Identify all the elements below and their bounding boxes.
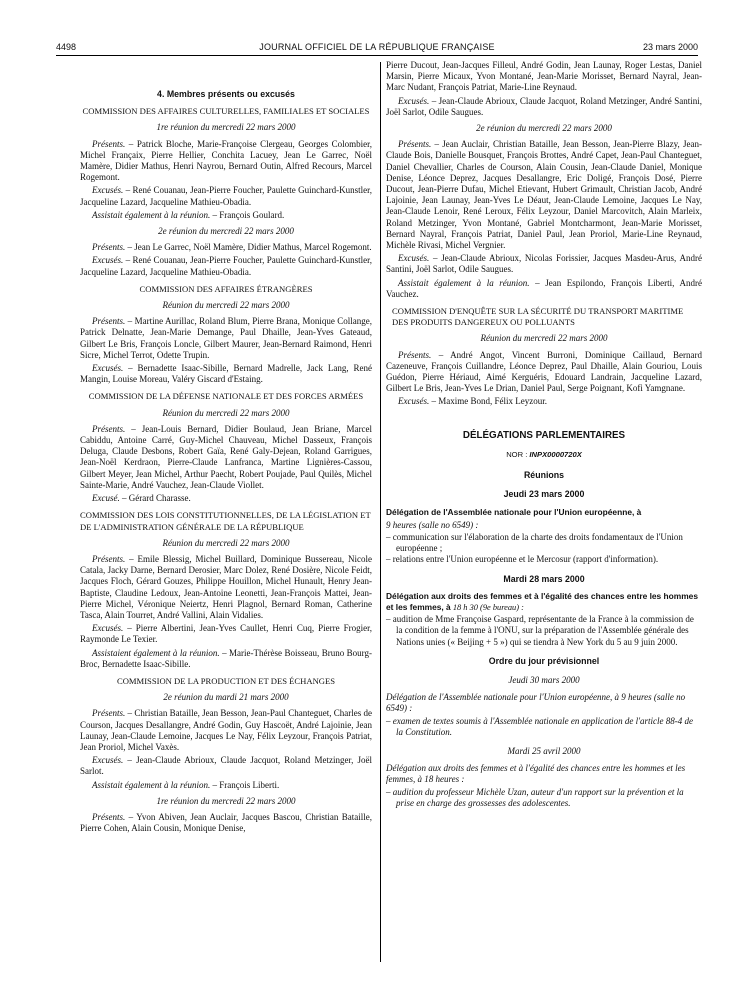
agenda-item: – audition du professeur Michèle Uzan, auteur d'un rapport sur la prévention et la prise en charge des grossesses des adolescentes. [386, 787, 702, 809]
day-heading: Mardi 25 avril 2000 [507, 745, 581, 756]
excused-paragraph: Excusés. – Pierre Albertini, Jean-Yves Caullet, Henri Cuq, Pierre Frogier, Raymonde Le Texier. [80, 623, 372, 645]
attended-paragraph: Assistait également à la réunion. – François Liberti. [92, 779, 280, 790]
session-title: Réunion du mercredi 22 mars 2000 [162, 300, 290, 311]
session-title: 2e réunion du mercredi 22 mars 2000 [476, 123, 612, 134]
day-heading: Jeudi 30 mars 2000 [508, 674, 580, 685]
section-title: 4. Membres présents ou excusés [157, 89, 295, 99]
agenda-item: – audition de Mme Françoise Gaspard, représentante de la France à la commission de la condition de la femme à l'ONU, sur la préparation de l'Assemblée générale des Nations unies (« Beijing + 5 ») qui se tiendra à New York du 5 au 9 juin 2000. [386, 614, 702, 648]
session-title: Réunion du mercredi 22 mars 2000 [480, 333, 608, 344]
delegation-title: Délégation aux droits des femmes et à l'égalité des chances entre les hommes et les femmes, à 18 h 30 (9e bureau) : [386, 590, 698, 612]
agenda-list [386, 787, 702, 809]
commission-title: COMMISSION DES AFFAIRES ÉTRANGÈRES [139, 283, 313, 294]
ordre-du-jour-title: Ordre du jour prévisionnel [488, 655, 600, 666]
session-title: 2e réunion du mardi 21 mars 2000 [163, 692, 289, 703]
agenda-list [386, 716, 702, 738]
session-title: Réunion du mercredi 22 mars 2000 [162, 407, 290, 418]
session-title: Réunion du mercredi 22 mars 2000 [162, 537, 290, 548]
present-paragraph-continued: Pierre Ducout, Jean-Jacques Filleul, André Godin, Jean Launay, Roger Lestas, Daniel Marsin, Pierre Micaux, Yvon Montané, Jean-Marie Morisset, Bernard Nayral, Jean-Marc Nudant, François Patriat, Marie-Line Reynaud. [386, 60, 702, 93]
excused-paragraph: Excusés. – René Couanau, Jean-Pierre Foucher, Paulette Guinchard-Kunstler, Jacqueline Lazard, Jacqueline Mathieu-Obadia. [80, 255, 372, 277]
session-title: 1re réunion du mercredi 22 mars 2000 [156, 122, 296, 133]
attended-paragraph: Assistait également à la réunion. – François Goulard. [92, 209, 285, 220]
excused-paragraph: Excusés. – Jean-Claude Abrioux, Claude Jacquot, Roland Metzinger, Joël Sarlot. [80, 755, 372, 777]
excused-paragraph: Excusés. – René Couanau, Jean-Pierre Foucher, Paulette Guinchard-Kunstler, Jacqueline Lazard, Jacqueline Mathieu-Obadia. [80, 185, 372, 207]
present-paragraph: Présents. – Patrick Bloche, Marie-Françoise Clergeau, Georges Colombier, Michel Françaix, Pierre Hellier, Conchita Lacuey, Jean Le Garrec, Noël Mamère, Didier Mathus, Henri Nayrou, Bernard Outin, Alfred Recours, Marcel Rogemont. [80, 138, 372, 183]
excused-paragraph: Excusés. – Maxime Bond, Félix Leyzour. [398, 396, 547, 407]
issue-date: 23 mars 2000 [642, 42, 698, 52]
page-number: 4498 [56, 42, 77, 52]
session-title: 2e réunion du mercredi 22 mars 2000 [158, 226, 294, 237]
delegations-title: DÉLÉGATIONS PARLEMENTAIRES [462, 429, 626, 441]
agenda-list [386, 532, 702, 566]
present-paragraph: Présents. – Martine Aurillac, Roland Blum, Pierre Brana, Monique Collange, Patrick Delnatte, Jean-Marie Demange, Paul Dhaille, Jean-Yves Gateaud, Gilbert Le Bris, François Loncle, Gilbert Maurer, Jean-Bernard Raimond, Henri Sicre, Michel Terrot, Odette Trupin. [80, 316, 372, 360]
commission-title: COMMISSION DE LA PRODUCTION ET DES ÉCHANGES [116, 675, 336, 686]
right-column [386, 60, 702, 811]
excused-paragraph: Excusé. – Gérard Charasse. [92, 493, 191, 504]
agenda-list [386, 614, 702, 648]
commission-title: COMMISSION D'ENQUÊTE SUR LA SÉCURITÉ DU TRANSPORT MARITIME DES PRODUITS DANGEREUX OU POLLUANTS [392, 306, 684, 328]
excused-paragraph: Excusés. – Jean-Claude Abrioux, Claude Jacquot, Roland Metzinger, André Santini, Joël Sarlot, Odile Saugues. [386, 95, 702, 117]
commission-title: COMMISSION DES LOIS CONSTITUTIONNELLES, DE LA LÉGISLATION ET DE L'ADMINISTRATION GÉNÉRALE DE LA RÉPUBLIQUE [80, 510, 371, 532]
day-heading: Mardi 28 mars 2000 [503, 573, 585, 584]
delegation-title: Délégation de l'Assemblée nationale pour l'Union européenne, à [386, 506, 642, 517]
column-divider [380, 62, 381, 962]
delegation-time: 9 heures (salle no 6549) : [386, 519, 479, 530]
attended-paragraph: Assistaient également à la réunion. – Marie-Thérèse Boisseau, Bruno Bourg-Broc, Bernadette Isaac-Sibille. [80, 647, 372, 669]
present-paragraph: Présents. – Jean Le Garrec, Noël Mamère, Didier Mathus, Marcel Rogemont. [92, 242, 372, 253]
agenda-item: – relations entre l'Union européenne et le Mercosur (rapport d'information). [386, 554, 702, 565]
left-column [80, 86, 372, 836]
present-paragraph: Présents. – Christian Bataille, Jean Besson, Jean-Paul Chanteguet, Charles de Courson, Jacques Desallangre, André Godin, Guy Hascoët, André Lajoinie, Jean Launay, Jean-Claude Lemoine, Jacques Le Nay, Félix Leyzour, François Patriat, Jean Proriol, Michel Vaxès. [80, 708, 372, 752]
journal-title: JOURNAL OFFICIEL DE LA RÉPUBLIQUE FRANÇAISE [259, 42, 495, 52]
session-title: 1re réunion du mercredi 22 mars 2000 [156, 795, 296, 806]
excused-paragraph: Excusés. – Bernadette Isaac-Sibille, Bernard Madrelle, Jack Lang, René Mangin, Louise Moreau, Valéry Giscard d'Estaing. [80, 363, 372, 385]
day-heading: Jeudi 23 mars 2000 [503, 489, 585, 500]
present-paragraph: Présents. – Emile Blessig, Michel Buillard, Dominique Bussereau, Nicole Catala, Jacky Darne, Bernard Derosier, Marc Dolez, René Dosière, Nicole Feidt, Jacques Floch, Gérard Gouzes, Philippe Houillon, Michel Hunault, Henry Jean-Baptiste, Claudine Ledoux, Jean-Antoine Leonetti, Jean-François Mattei, Jean-Pierre Michel, Véronique Neiertz, Henri Plagnol, Bernard Roman, Catherine Tasca, Alain Tourret, André Vallini, Alain Vidalies. [80, 553, 372, 620]
present-paragraph: Présents. – Yvon Abiven, Jean Auclair, Jacques Bascou, Christian Bataille, Pierre Cohen, Alain Cousin, Monique Denise, [80, 811, 372, 834]
commission-title: COMMISSION DE LA DÉFENSE NATIONALE ET DES FORCES ARMÉES [88, 391, 364, 402]
present-paragraph: Présents. – Jean-Louis Bernard, Didier Boulaud, Jean Briane, Marcel Cabiddu, Antoine Carré, Guy-Michel Chauveau, Michel Dasseux, François Deluga, Claude Desbons, Robert Gaïa, René Galy-Dejean, Roland Garrigues, Jean-Noël Kerdraon, Pierre-Claude Lanfranca, Martine Lignières-Cassou, Gilbert Meyer, Jean Michel, Arthur Paecht, Robert Poujade, Paul Quilès, Michel Sainte-Marie, André Vauchez, Jean-Claude Viollet. [80, 423, 372, 490]
header-rule [56, 55, 698, 56]
present-paragraph: Présents. – Jean Auclair, Christian Bataille, Jean Besson, Jean-Pierre Blazy, Jean-Claude Bois, Danielle Bousquet, François Brottes, André Capet, Jean-Paul Chanteguet, Daniel Chevallier, Charles de Courson, Alain Cousin, Jean-Claude Daniel, Monique Denise, Léonce Deprez, Jacques Desallangre, Eric Doligé, François Dosé, Pierre Ducout, Jean-Pierre Dufau, Michel Etievant, Hubert Grimault, Christian Jacob, André Lajoinie, Jean Launay, Jean-Yves Le Déaut, Jean-Claude Lemoine, Jacques Le Nay, Jean-Claude Lenoir, René Leroux, Félix Leyzour, Daniel Marcovitch, Alain Marleix, Roland Metzinger, Yvon Montané, Gabriel Montcharmont, Jean-Marie Morisset, Bernard Nayral, François Patriat, Daniel Paul, Jean Proriol, Marie-Line Reynaud, Michèle Rivasi, Michel Vergnier. [386, 139, 702, 251]
agenda-item: – examen de textes soumis à l'Assemblée nationale en application de l'article 88-4 de la Constitution. [386, 716, 702, 738]
page-header [56, 42, 698, 56]
delegation-title: Délégation aux droits des femmes et à l'égalité des chances entre les hommes et les femmes, à 18 heures : [386, 763, 686, 785]
delegation-title: Délégation de l'Assemblée nationale pour l'Union européenne, à 9 heures (salle no 6549) : [386, 692, 686, 714]
reunions-title: Réunions [523, 470, 565, 481]
present-paragraph: Présents. – André Angot, Vincent Burroni, Dominique Caillaud, Bernard Cazeneuve, François Cuillandre, Léonce Deprez, Paul Dhaille, Alain Gouriou, Louis Guédon, Pierre Hériaud, Aimé Kerguéris, Edouard Landrain, Jacqueline Lazard, Gilbert Le Bris, Jean-Yves Le Drian, Daniel Paul, Serge Poignant, Kofi Yamgnane. [386, 349, 702, 394]
agenda-item: – communication sur l'élaboration de la charte des droits fondamentaux de l'Union européenne ; [386, 532, 702, 554]
nor-reference: NOR : INPX0000720X [506, 449, 582, 459]
commission-title: COMMISSION DES AFFAIRES CULTURELLES, FAMILIALES ET SOCIALES [82, 106, 370, 117]
attended-paragraph: Assistait également à la réunion. – Jean Espilondo, François Liberti, André Vauchez. [386, 277, 702, 299]
excused-paragraph: Excusés. – Jean-Claude Abrioux, Nicolas Forissier, Jacques Masdeu-Arus, André Santini, Joël Sarlot, Odile Saugues. [386, 253, 702, 275]
